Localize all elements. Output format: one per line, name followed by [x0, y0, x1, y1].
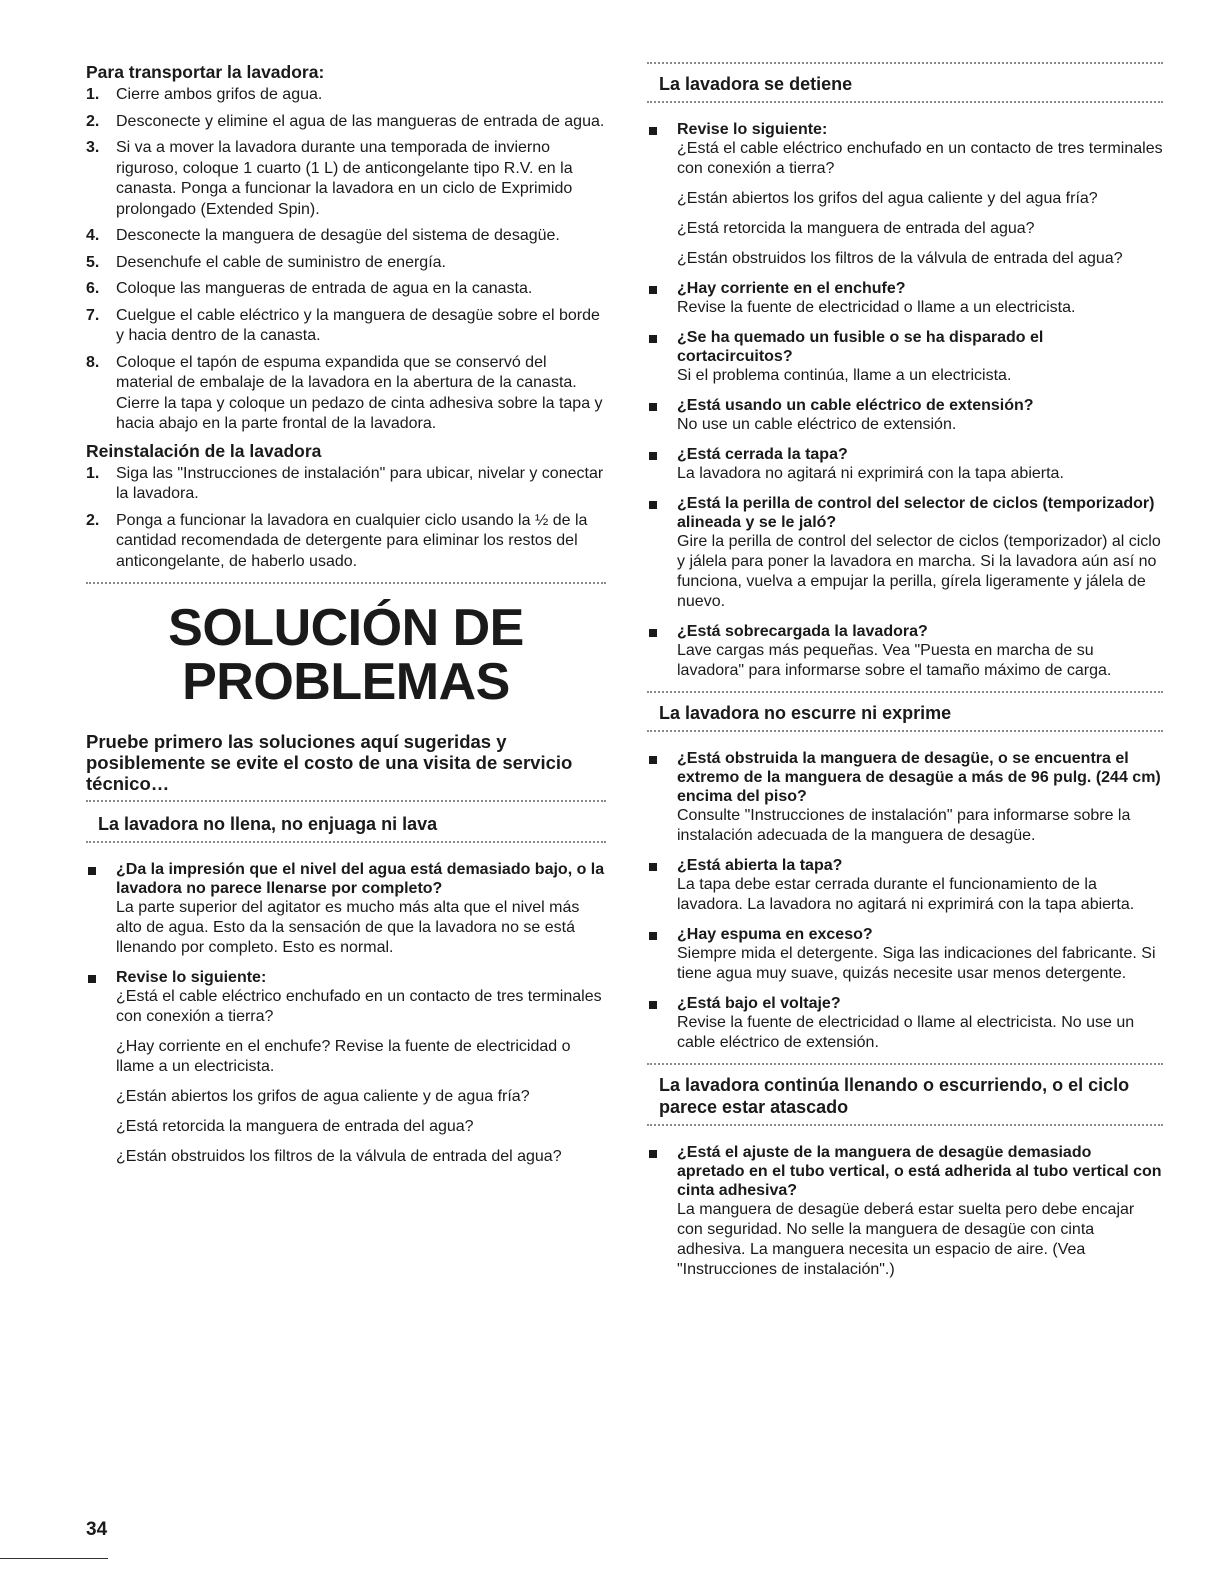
divider [86, 841, 606, 846]
question: ¿Está usando un cable eléctrico de extensión? [677, 397, 1034, 414]
question: Revise lo siguiente: [116, 969, 267, 986]
step-item [86, 279, 606, 300]
answer: Consulte "Instrucciones de instalación" para informarse sobre la instalación adecuada de la manguera de desagüe. [677, 807, 1131, 844]
question: ¿Está obstruida la manguera de desagüe, o se encuentra el extremo de la manguera de desagüe a más de 96 pulg. (244 cm) encima del piso? [677, 750, 1161, 805]
answer: La tapa debe estar cerrada durante el funcionamiento de la lavadora. La lavadora no agitará ni exprimirá con la tapa abierta. [677, 876, 1135, 913]
answer: La lavadora no agitará ni exprimirá con la tapa abierta. [677, 465, 1064, 482]
answer: ¿Hay corriente en el enchufe? Revise la fuente de electricidad o llame a un electricista. [116, 1038, 571, 1075]
bullet-square-icon [649, 127, 657, 135]
answer: Revise la fuente de electricidad o llame a un electricista. [677, 299, 1076, 316]
troubleshoot-item [647, 749, 1163, 846]
page-number: 34 [86, 1519, 108, 1540]
step-item [86, 511, 606, 573]
transport-steps [86, 85, 606, 435]
bullet-square-icon [649, 863, 657, 871]
section-title: La lavadora no llena, no enjuaga ni lava [98, 814, 438, 834]
bullet-square-icon [649, 1001, 657, 1009]
troubleshoot-item [647, 856, 1163, 915]
troubleshoot-item [86, 860, 606, 958]
step-item [86, 112, 606, 133]
divider [647, 62, 1163, 67]
troubleshoot-item [647, 494, 1163, 612]
section-title: La lavadora continúa llenando o escurriendo, o el ciclo parece estar atascado [659, 1075, 1130, 1117]
question: Revise lo siguiente: [677, 121, 828, 138]
troubleshoot-item [647, 1143, 1163, 1280]
step-item [86, 226, 606, 247]
step-text: Desenchufe el cable de suministro de energía. [116, 253, 446, 271]
bullet-square-icon [649, 1150, 657, 1158]
troubleshoot-item [647, 279, 1163, 318]
question: ¿Hay espuma en exceso? [677, 926, 873, 943]
question: ¿Está cerrada la tapa? [677, 446, 848, 463]
question: ¿Da la impresión que el nivel del agua está demasiado bajo, o la lavadora no parece llenarse por completo? [116, 861, 605, 897]
bullet-square-icon [88, 975, 96, 983]
bullet-square-icon [649, 756, 657, 764]
step-number: 1. [86, 86, 100, 103]
question: ¿Está sobrecargada la lavadora? [677, 623, 928, 640]
step-text: Siga las "Instrucciones de instalación" para ubicar, nivelar y conectar la lavadora. [116, 464, 604, 502]
divider [647, 1124, 1163, 1129]
troubleshoot-item [647, 925, 1163, 984]
right-column [647, 62, 1163, 1290]
troubleshoot-item [647, 622, 1163, 681]
step-number: 4. [86, 227, 100, 244]
answer: Si el problema continúa, llame a un electricista. [677, 367, 1012, 384]
step-number: 2. [86, 112, 100, 130]
question: ¿Está bajo el voltaje? [677, 995, 841, 1012]
step-number: 3. [86, 139, 100, 156]
bullet-square-icon [649, 932, 657, 940]
section-list [647, 749, 1163, 1053]
bullet-square-icon [649, 286, 657, 294]
divider [647, 101, 1163, 106]
troubleshoot-item [647, 994, 1163, 1053]
answer: Revise la fuente de electricidad o llame al electricista. No use un cable eléctrico de extensión. [677, 1014, 1135, 1051]
section-title: La lavadora se detiene [659, 74, 853, 94]
answer: ¿Está retorcida la manguera de entrada del agua? [116, 1118, 474, 1135]
answer: La manguera de desagüe deberá estar suelta pero debe encajar con seguridad. No selle la manguera de desagüe con cinta adhesiva. La manguera necesita un espacio de aire. (Vea "Instrucciones de instalación".) [677, 1201, 1135, 1278]
section-list [86, 860, 606, 1167]
bullet-square-icon [649, 501, 657, 509]
divider [647, 730, 1163, 735]
answer: ¿Está retorcida la manguera de entrada del agua? [677, 220, 1035, 237]
answer: ¿Están obstruidos los filtros de la válvula de entrada del agua? [677, 250, 1123, 267]
answer: No use un cable eléctrico de extensión. [677, 416, 957, 433]
answer: Siempre mida el detergente. Siga las indicaciones del fabricante. Si tiene agua muy suave, quizás necesite usar menos detergente. [677, 945, 1156, 982]
step-number: 8. [86, 353, 100, 371]
step-item [86, 138, 606, 220]
question: ¿Hay corriente en el enchufe? [677, 280, 906, 297]
answer: ¿Está el cable eléctrico enchufado en un contacto de tres terminales con conexión a tierra? [116, 988, 602, 1025]
left-column [86, 62, 606, 1177]
divider [86, 800, 606, 805]
troubleshoot-item [647, 396, 1163, 435]
step-item [86, 85, 606, 106]
section-title: La lavadora no escurre ni exprime [659, 703, 952, 723]
step-text: Si va a mover la lavadora durante una temporada de invierno riguroso, coloque 1 cuarto (1 L) de anticongelante tipo R.V. en la canasta. Ponga a funcionar la lavadora en un ciclo de Exprimido prolongado (Extended Spin). [116, 139, 573, 218]
answer: Gire la perilla de control del selector de ciclos (temporizador) al ciclo y jálela para poner la lavadora en marcha. Si la lavadora aún así no funciona, vuelva a empujar la perilla, gírela ligeramente y jálela de nuevo. [677, 533, 1161, 610]
troubleshoot-item [647, 120, 1163, 269]
step-text: Coloque el tapón de espuma expandida que se conservó del material de embalaje de la lavadora en la abertura de la canasta. Cierre la tapa y coloque un pedazo de cinta adhesiva sobre la tapa y hacia abajo en la parte frontal de la lavadora. [116, 353, 603, 432]
step-text: Cierre ambos grifos de agua. [116, 86, 323, 103]
step-text: Desconecte y elimine el agua de las mangueras de entrada de agua. [116, 112, 605, 130]
step-number: 6. [86, 280, 100, 297]
step-number: 1. [86, 464, 100, 482]
divider [647, 1063, 1163, 1068]
step-item [86, 253, 606, 274]
reinstall-steps [86, 464, 606, 573]
bullet-square-icon [649, 452, 657, 460]
troubleshoot-item [86, 968, 606, 1167]
reinstall-title: Reinstalación de la lavadora [86, 440, 322, 461]
bullet-square-icon [649, 403, 657, 411]
question: ¿Está el ajuste de la manguera de desagüe demasiado apretado en el tubo vertical, o está adherida al tubo vertical con cinta adhesiva? [677, 1144, 1162, 1199]
section-list [647, 120, 1163, 681]
answer: ¿Están obstruidos los filtros de la válvula de entrada del agua? [116, 1148, 562, 1165]
answer: ¿Están abiertos los grifos de agua caliente y de agua fría? [116, 1088, 530, 1105]
divider [647, 691, 1163, 696]
transport-title: Para transportar la lavadora: [86, 62, 325, 82]
answer: La parte superior del agitator es mucho más alta que el nivel más alto de agua. Esto da la sensación de que la lavadora no se está llenando por completo. Esto es normal. [116, 899, 580, 956]
step-text: Cuelgue el cable eléctrico y la manguera de desagüe sobre el borde y hacia dentro de la canasta. [116, 306, 600, 344]
step-text: Coloque las mangueras de entrada de agua en la canasta. [116, 280, 533, 297]
page-title-line-2: PROBLEMAS [182, 653, 510, 711]
step-item [86, 464, 606, 505]
step-text: Desconecte la manguera de desagüe del sistema de desagüe. [116, 227, 560, 244]
answer: Lave cargas más pequeñas. Vea "Puesta en marcha de su lavadora" para informarse sobre el tamaño máximo de carga. [677, 642, 1112, 679]
step-number: 7. [86, 306, 100, 324]
question: ¿Se ha quemado un fusible o se ha disparado el cortacircuitos? [677, 329, 1044, 365]
troubleshoot-item [647, 328, 1163, 386]
bullet-square-icon [649, 629, 657, 637]
divider [86, 582, 606, 587]
page-title-line-1: SOLUCIÓN DE [168, 599, 524, 657]
step-number: 2. [86, 511, 100, 529]
question: ¿Está abierta la tapa? [677, 857, 843, 874]
page-title [86, 601, 606, 709]
bullet-square-icon [88, 867, 96, 875]
step-item [86, 306, 606, 347]
step-text: Ponga a funcionar la lavadora en cualquier ciclo usando la ½ de la cantidad recomendada de detergente para eliminar los restos del anticongelante, de haberlo usado. [116, 511, 588, 570]
footer-rule [0, 1558, 108, 1559]
bullet-square-icon [649, 335, 657, 343]
question: ¿Está la perilla de control del selector de ciclos (temporizador) alineada y se le jaló? [677, 495, 1155, 531]
answer: ¿Está el cable eléctrico enchufado en un contacto de tres terminales con conexión a tierra? [677, 140, 1163, 177]
answer: ¿Están abiertos los grifos del agua caliente y del agua fría? [677, 190, 1098, 207]
intro-text: Pruebe primero las soluciones aquí sugeridas y posiblemente se evite el costo de una visita de servicio técnico… [86, 731, 573, 794]
step-item [86, 353, 606, 435]
step-number: 5. [86, 253, 100, 271]
troubleshoot-item [647, 445, 1163, 484]
section-list [647, 1143, 1163, 1280]
